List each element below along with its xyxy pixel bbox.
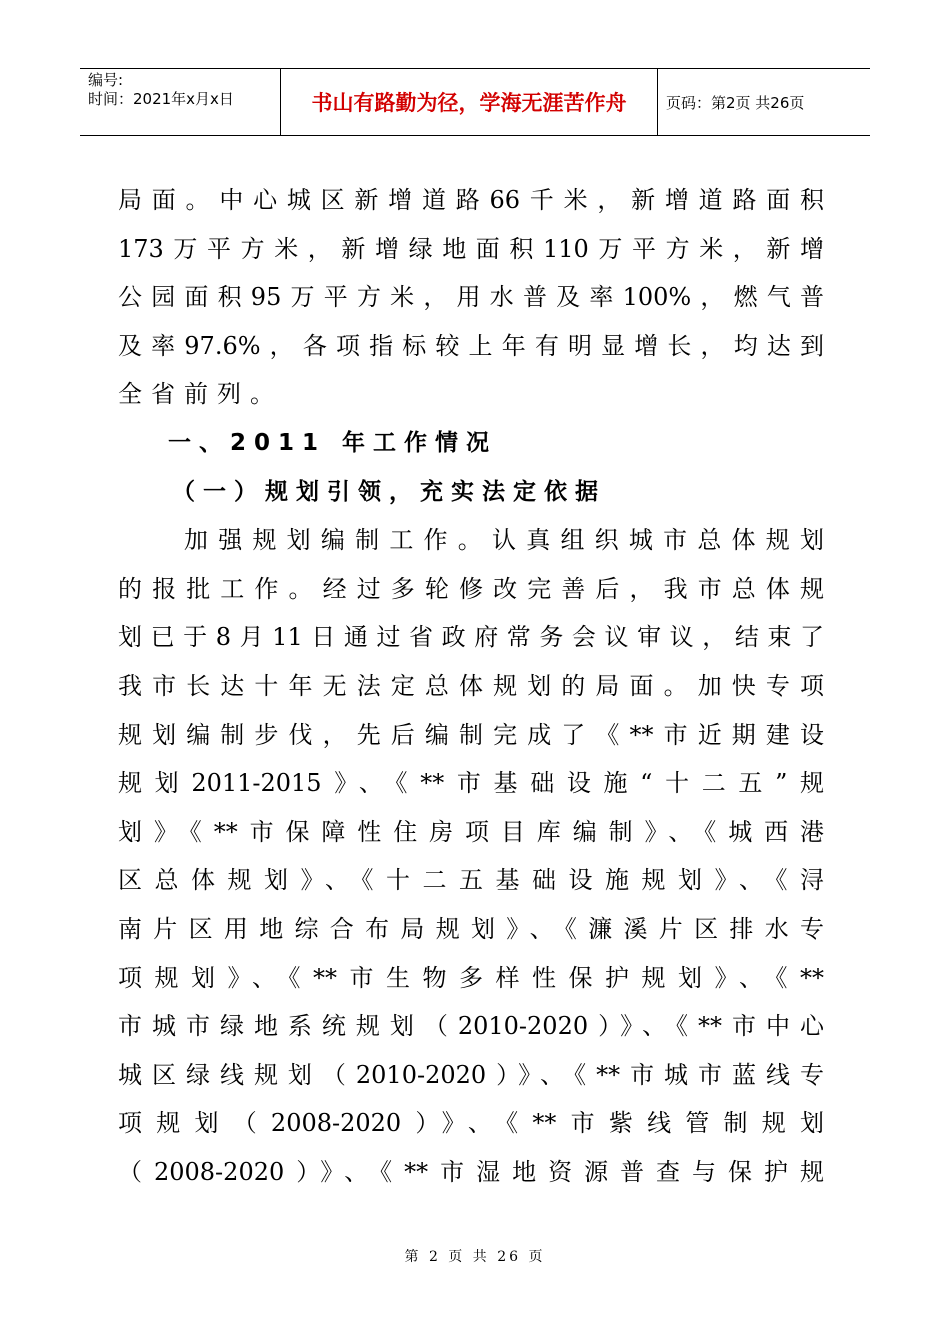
body-line: 我市长达十年无法定总体规划的局面。加快专项 (118, 671, 824, 700)
body-line: 局面。中心城区新增道路66千米，新增道路面积 (118, 186, 824, 214)
page-header (80, 68, 870, 136)
body-line: （2008-2020）》、《**市湿地资源普查与保护规 (118, 1157, 824, 1186)
body-line: 规划2011-2015》、《**市基础设施“十二五”规 (118, 769, 824, 798)
body-line: 划》《**市保障性住房项目库编制》、《城西港 (118, 817, 824, 846)
body-line: 及率97.6%，各项指标较上年有明显增长，均达到 (118, 331, 824, 360)
body-line: 市城市绿地系统规划（2010-2020）》、《**市中心 (118, 1012, 824, 1041)
paragraph-first-line: 加强规划编制工作。认真组织城市总体规划 (184, 526, 824, 555)
page-footer: 第 2 页 共 26 页 (404, 1249, 546, 1265)
body-line: 公园面积95万平方米，用水普及率100%，燃气普 (118, 283, 824, 312)
document-body (118, 176, 824, 1196)
body-line: 区总体规划》、《十二五基础设施规划》、《浔 (118, 866, 824, 895)
body-line: 划已于8月11日通过省政府常务会议审议，结束了 (118, 623, 824, 652)
header-meta (80, 69, 281, 135)
body-line: 城区绿线规划（2010-2020）》、《**市城市蓝线专 (118, 1060, 824, 1089)
body-line: 南片区用地综合布局规划》、《濂溪片区排水专 (118, 914, 824, 943)
body-line: 规划编制步伐，先后编制完成了《**市近期建设 (118, 720, 824, 749)
document-number-label: 编号: (88, 71, 124, 89)
body-line: 全省前列。 (118, 380, 283, 409)
section-heading: 一、2011 年工作情况 (168, 429, 498, 456)
body-line: 173万平方米，新增绿地面积110万平方米，新增 (118, 234, 824, 263)
header-motto: 书山有路勤为径，学海无涯苦作舟 (281, 69, 658, 135)
body-line: 项规划（2008-2020）》、《**市紫线管制规划 (118, 1109, 824, 1138)
body-line: 项规划》、《**市生物多样性保护规划》、《** (118, 963, 824, 992)
body-line: 的报批工作。经过多轮修改完善后，我市总体规 (118, 574, 824, 603)
document-time-label: 时间：2021年x月x日 (88, 90, 234, 108)
header-page-info: 页码：第2页 共26页 (666, 93, 805, 112)
subsection-heading: （一）规划引领，充实法定依据 (172, 478, 606, 505)
